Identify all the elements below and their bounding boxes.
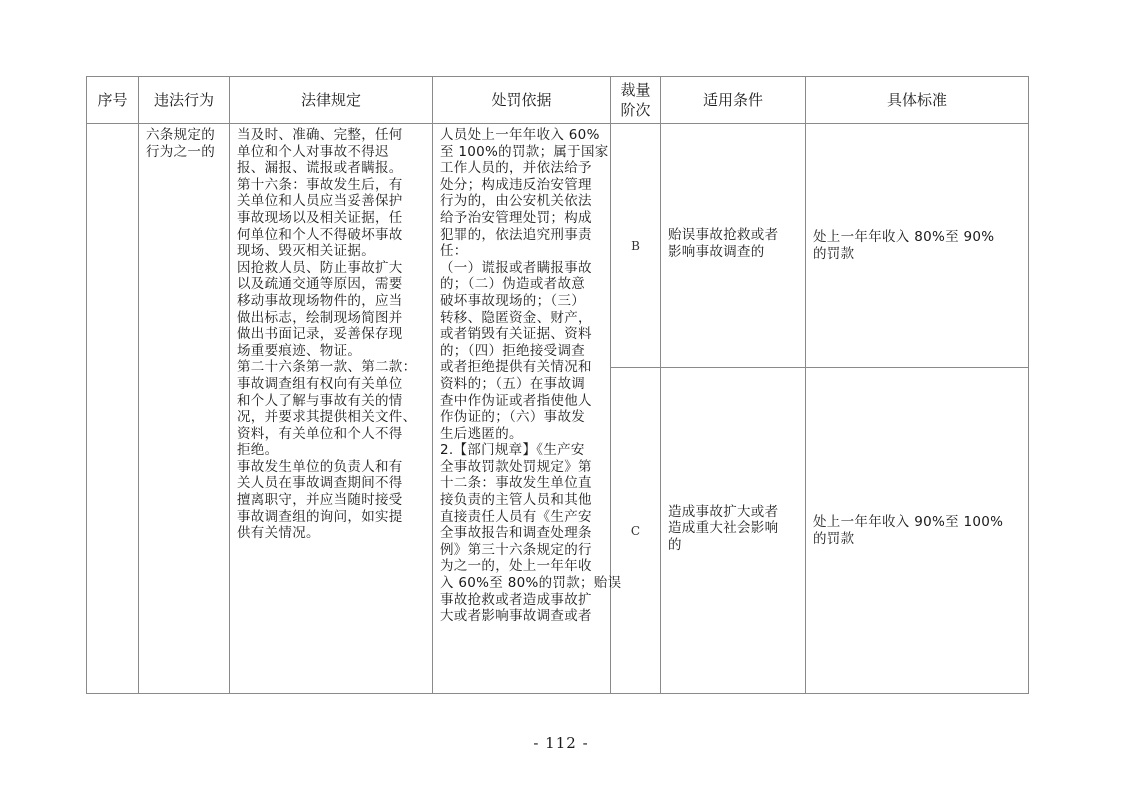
level-cell-c: C xyxy=(611,368,661,694)
law-line: 关单位和人员应当妥善保护 xyxy=(237,193,403,210)
standard-line: 处上一年年收入 90%至 100% xyxy=(813,513,1004,530)
law-line: 移动事故现场物件的，应当 xyxy=(237,292,403,309)
basis-line: 或者拒绝提供有关情况和 xyxy=(440,359,592,376)
law-line: 事故发生单位的负责人和有 xyxy=(237,458,403,475)
standard-line: 的罚款 xyxy=(813,245,855,262)
basis-line: 任： xyxy=(440,243,468,260)
law-line: 况，并要求其提供相关文件、 xyxy=(237,409,417,426)
law-line: 第十六条：事故发生后，有 xyxy=(237,176,403,193)
penalty-table xyxy=(86,76,1029,694)
basis-line: 事故抢救或者造成事故扩 xyxy=(440,591,592,608)
behavior-line: 六条规定的 xyxy=(146,127,215,143)
law-line: 现场、毁灭相关证据。 xyxy=(237,243,375,260)
standard-line: 处上一年年收入 80%至 90% xyxy=(813,228,995,245)
law-line: 单位和个人对事故不得迟 xyxy=(237,143,389,160)
basis-line: 破坏事故现场的；（三） xyxy=(440,292,586,309)
law-line: 拒绝。 xyxy=(237,442,279,459)
basis-line: 为之一的，处上一年年收 xyxy=(440,558,592,575)
basis-line: （一）谎报或者瞒报事故 xyxy=(440,259,592,276)
basis-line: 的；（二）伪造或者故意 xyxy=(440,276,586,293)
law-line: 何单位和个人不得破坏事故 xyxy=(237,226,403,243)
condition-text-c xyxy=(661,504,805,558)
law-line: 做出标志，绘制现场简图并 xyxy=(237,309,403,326)
law-line: 供有关情况。 xyxy=(237,525,320,542)
law-line: 事故现场以及相关证据，任 xyxy=(237,209,403,226)
law-text xyxy=(230,124,432,542)
page-number: - 112 - xyxy=(533,734,589,752)
standard-cell-b xyxy=(806,124,1029,368)
basis-line: 十二条：事故发生单位直 xyxy=(440,475,592,492)
law-line: 关人员在事故调查期间不得 xyxy=(237,475,403,492)
basis-line: 作伪证的；（六）事故发 xyxy=(440,409,586,426)
basis-line: 行为的，由公安机关依法 xyxy=(440,193,592,210)
standard-line: 的罚款 xyxy=(813,530,855,547)
basis-line: 大或者影响事故调查或者 xyxy=(440,608,592,625)
basis-line: 入 60%至 80%的罚款；贻误 xyxy=(440,575,622,592)
basis-line: 例》第三十六条规定的行 xyxy=(440,541,592,558)
condition-cell-b xyxy=(661,124,806,368)
header-standard: 具体标准 xyxy=(806,77,1029,124)
behavior-line: 行为之一的 xyxy=(146,143,215,160)
law-line: 做出书面记录，妥善保存现 xyxy=(237,326,403,343)
basis-line: 至 100%的罚款；属于国家 xyxy=(440,143,609,160)
standard-cell-c xyxy=(806,368,1029,694)
basis-line: 2.【部门规章】《生产安 xyxy=(440,442,585,459)
basis-line: 给予治安管理处罚；构成 xyxy=(440,209,592,226)
basis-line: 资料的；（五）在事故调 xyxy=(440,375,586,392)
basis-cell xyxy=(433,124,622,694)
header-seq: 序号 xyxy=(87,77,139,124)
basis-line: 直接责任人员有《生产安 xyxy=(440,508,592,525)
basis-line: 转移、隐匿资金、财产， xyxy=(440,309,592,326)
law-line: 以及疏通交通等原因，需要 xyxy=(237,276,403,293)
basis-line: 处分；构成违反治安管理 xyxy=(440,176,592,193)
level-cell-b: B xyxy=(611,124,661,368)
law-line: 当及时、准确、完整，任何 xyxy=(237,127,403,143)
basis-line: 人员处上一年年收入 60% xyxy=(440,127,600,143)
basis-line: 生后逃匿的。 xyxy=(440,425,523,442)
header-level xyxy=(611,77,661,124)
basis-text xyxy=(433,124,622,625)
standard-text-c xyxy=(806,514,1028,547)
law-cell xyxy=(230,124,433,694)
header-law: 法律规定 xyxy=(230,77,433,124)
law-line: 事故调查组的询问，如实提 xyxy=(237,508,403,525)
condition-line: 造成事故扩大或者 xyxy=(668,503,779,520)
condition-line: 贻误事故抢救或者 xyxy=(668,226,779,243)
basis-line: 工作人员的，并依法给予 xyxy=(440,160,592,177)
basis-line: 或者销毁有关证据、资料 xyxy=(440,326,592,343)
law-line: 报、漏报、谎报或者瞒报。 xyxy=(237,160,403,177)
basis-line: 接负责的主管人员和其他 xyxy=(440,492,592,509)
header-basis: 处罚依据 xyxy=(433,77,611,124)
law-line: 因抢救人员、防止事故扩大 xyxy=(237,259,403,276)
header-condition: 适用条件 xyxy=(661,77,806,124)
basis-line: 犯罪的，依法追究刑事责 xyxy=(440,226,592,243)
condition-line: 造成重大社会影响 xyxy=(668,520,779,537)
basis-line: 查中作伪证或者指使他人 xyxy=(440,392,592,409)
condition-line: 的 xyxy=(668,536,682,553)
law-line: 擅离职守，并应当随时接受 xyxy=(237,492,403,509)
basis-line: 全事故报告和调查处理条 xyxy=(440,525,592,542)
behavior-cell xyxy=(139,124,230,694)
condition-text-b xyxy=(661,227,805,264)
law-line: 和个人了解与事故有关的情 xyxy=(237,392,403,409)
seq-cell xyxy=(87,124,139,694)
behavior-text xyxy=(139,124,229,160)
header-level-text: 裁量阶次 xyxy=(620,81,651,119)
table-header-row xyxy=(87,77,1029,124)
law-line: 资料，有关单位和个人不得 xyxy=(237,425,403,442)
header-behavior: 违法行为 xyxy=(139,77,230,124)
basis-line: 的；（四）拒绝接受调查 xyxy=(440,342,586,359)
standard-text-b xyxy=(806,229,1028,262)
law-line: 事故调查组有权向有关单位 xyxy=(237,375,403,392)
law-line: 场重要痕迹、物证。 xyxy=(237,342,362,359)
table-row xyxy=(87,124,1029,368)
condition-line: 影响事故调查的 xyxy=(668,243,765,260)
condition-cell-c xyxy=(661,368,806,694)
basis-line: 全事故罚款处罚规定》第 xyxy=(440,458,592,475)
law-line: 第二十六条第一款、第二款： xyxy=(237,359,417,376)
